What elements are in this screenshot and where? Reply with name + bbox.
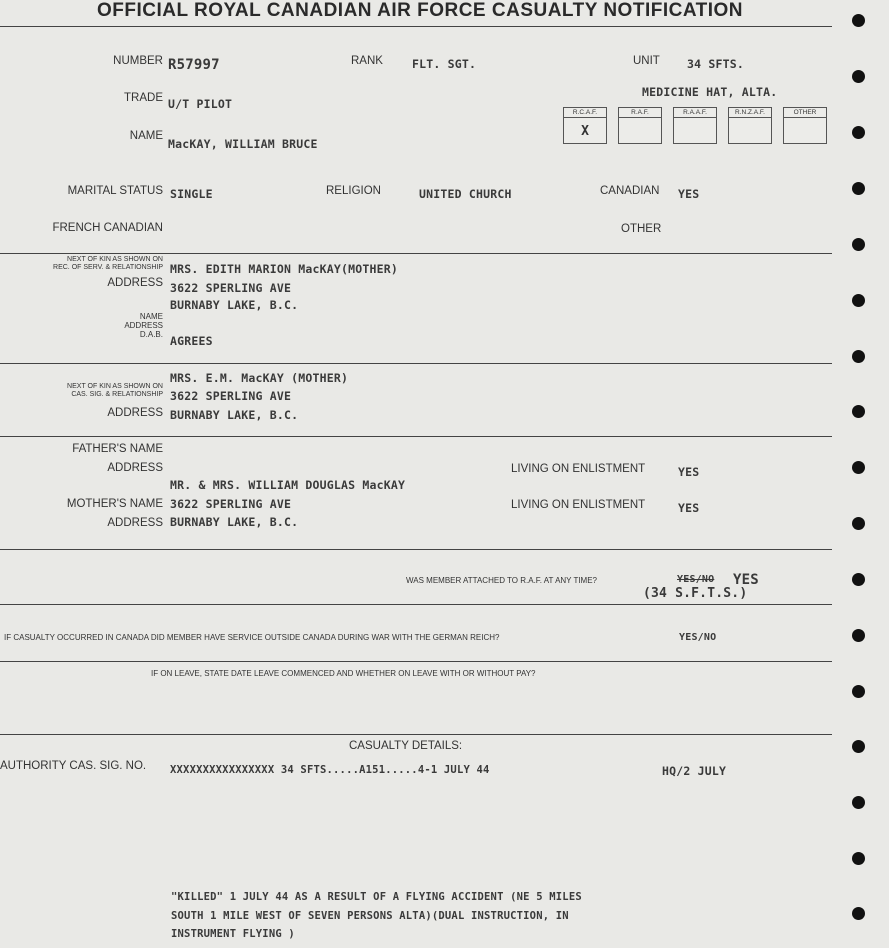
- service-box-label: R.A.F.: [619, 109, 661, 118]
- punch-hole: [852, 852, 865, 865]
- canadian-value: YES: [678, 187, 700, 201]
- nok-rec-serv-label-line2: REC. OF SERV. & RELATIONSHIP: [53, 264, 163, 271]
- religion-label: RELIGION: [326, 185, 381, 197]
- nok-rec-serv-value: MRS. EDITH MARION MacKAY(MOTHER): [170, 262, 398, 276]
- mothers-name-label: MOTHER'S NAME: [66, 498, 163, 510]
- unit-label: UNIT: [633, 55, 660, 67]
- nok-cas-address-line1: 3622 SPERLING AVE: [170, 389, 292, 403]
- raf-unit-value: (34 S.F.T.S.): [643, 586, 748, 601]
- punch-hole: [852, 685, 865, 698]
- nok-cas-sig-label-line1: NEXT OF KIN AS SHOWN ON: [67, 383, 163, 390]
- service-box-label: R.C.A.F.: [564, 109, 606, 118]
- nok-cas-address-line2: BURNABY LAKE, B.C.: [170, 408, 299, 422]
- casualty-details-label: CASUALTY DETAILS:: [349, 740, 463, 752]
- parents-address-line1: 3622 SPERLING AVE: [170, 497, 292, 511]
- mother-address-label: ADDRESS: [107, 517, 163, 529]
- punch-hole: [852, 796, 865, 809]
- trade-value: U/T PILOT: [168, 97, 233, 111]
- mother-living-label: LIVING ON ENLISTMENT: [511, 499, 646, 511]
- punch-hole: [852, 461, 865, 474]
- other-label: OTHER: [621, 223, 662, 235]
- name-address-dab-line3: D.A.B.: [139, 330, 163, 339]
- name-address-dab-label: [124, 312, 163, 339]
- rule-section-5: [0, 604, 832, 605]
- punch-hole: [852, 182, 865, 195]
- details-line3: INSTRUMENT FLYING ): [171, 928, 295, 940]
- punch-hole: [852, 517, 865, 530]
- punch-hole: [852, 70, 865, 83]
- details-line2: SOUTH 1 MILE WEST OF SEVEN PERSONS ALTA)(DUAL INSTRUCTION, IN: [171, 910, 569, 922]
- marital-status-value: SINGLE: [170, 187, 213, 201]
- punch-hole: [852, 405, 865, 418]
- rule-section-1: [0, 253, 832, 254]
- punch-hole: [852, 126, 865, 139]
- nok-rec-address-label: ADDRESS: [107, 277, 163, 289]
- punch-hole: [852, 294, 865, 307]
- nok-rec-address-line1: 3622 SPERLING AVE: [170, 281, 292, 295]
- nok-rec-serv-label: [53, 256, 163, 272]
- punch-hole: [852, 238, 865, 251]
- nok-rec-address-line2: BURNABY LAKE, B.C.: [170, 298, 299, 312]
- rule-section-7: [0, 734, 832, 735]
- service-box-mark: X: [581, 124, 589, 139]
- parents-value: MR. & MRS. WILLIAM DOUGLAS MacKAY: [170, 478, 406, 492]
- number-value: R57997: [168, 57, 220, 73]
- rank-label: RANK: [351, 55, 383, 67]
- punch-hole: [852, 573, 865, 586]
- service-outside-label: IF CASUALTY OCCURRED IN CANADA DID MEMBER HAVE SERVICE OUTSIDE CANADA DURING WAR WITH THE GERMAN REICH?: [4, 633, 500, 642]
- service-box-label: R.A.A.F.: [674, 109, 716, 118]
- nok-cas-sig-value: MRS. E.M. MacKAY (MOTHER): [170, 371, 349, 385]
- french-canadian-label: FRENCH CANADIAN: [52, 222, 163, 234]
- raf-attached-label: WAS MEMBER ATTACHED TO R.A.F. AT ANY TIME?: [406, 576, 598, 585]
- service-outside-value: YES/NO: [679, 632, 717, 643]
- authority-value: XXXXXXXXXXXXXXXX 34 SFTS.....A151.....4-1 JULY 44: [170, 764, 490, 776]
- punch-hole: [852, 740, 865, 753]
- rule-section-2: [0, 363, 832, 364]
- parents-address-line2: BURNABY LAKE, B.C.: [170, 515, 299, 529]
- details-line1: "KILLED" 1 JULY 44 AS A RESULT OF A FLYING ACCIDENT (NE 5 MILES: [171, 891, 582, 903]
- father-living-value: YES: [678, 465, 700, 479]
- nok-cas-sig-label: [67, 383, 163, 399]
- number-label: NUMBER: [113, 55, 163, 67]
- service-box-label: R.N.Z.A.F.: [729, 109, 771, 118]
- service-box-rcaf: [563, 107, 607, 144]
- name-address-dab-line1: NAME: [139, 312, 163, 321]
- nok-cas-sig-label-line2: CAS. SIG. & RELATIONSHIP: [71, 391, 163, 398]
- raf-struck-value: YES/NO: [677, 574, 715, 585]
- mother-living-value: YES: [678, 501, 700, 515]
- raf-answer-value: YES: [733, 572, 759, 588]
- rule-section-3: [0, 436, 832, 437]
- unit-value: 34 SFTS.: [687, 57, 744, 71]
- service-box-raaf: [673, 107, 717, 144]
- father-living-label: LIVING ON ENLISTMENT: [511, 463, 646, 475]
- unit-location-value: MEDICINE HAT, ALTA.: [642, 85, 778, 99]
- punch-hole: [852, 14, 865, 27]
- father-address-label: ADDRESS: [107, 462, 163, 474]
- service-box-raf: [618, 107, 662, 144]
- service-box-other: [783, 107, 827, 144]
- religion-value: UNITED CHURCH: [419, 187, 512, 201]
- rule-top: [0, 26, 832, 27]
- canadian-label: CANADIAN: [600, 185, 660, 197]
- punch-hole: [852, 350, 865, 363]
- dab-value: AGREES: [170, 334, 213, 348]
- authority-ref-value: HQ/2 JULY: [662, 764, 727, 778]
- nok-rec-serv-label-line1: NEXT OF KIN AS SHOWN ON: [67, 256, 163, 263]
- fathers-name-label: FATHER'S NAME: [72, 443, 163, 455]
- marital-status-label: MARITAL STATUS: [67, 185, 163, 197]
- service-box-rnzaf: [728, 107, 772, 144]
- nok-cas-address-label: ADDRESS: [107, 407, 163, 419]
- authority-label: AUTHORITY CAS. SIG. NO.: [0, 760, 147, 772]
- name-address-dab-line2: ADDRESS: [124, 321, 163, 330]
- trade-label: TRADE: [124, 92, 163, 104]
- rank-value: FLT. SGT.: [412, 57, 477, 71]
- name-value: MacKAY, WILLIAM BRUCE: [168, 137, 318, 151]
- on-leave-label: IF ON LEAVE, STATE DATE LEAVE COMMENCED AND WHETHER ON LEAVE WITH OR WITHOUT PAY?: [151, 669, 536, 678]
- name-label: NAME: [129, 130, 163, 142]
- punch-hole: [852, 907, 865, 920]
- form-title: OFFICIAL ROYAL CANADIAN AIR FORCE CASUALTY NOTIFICATION: [96, 0, 744, 21]
- rule-section-4: [0, 549, 832, 550]
- punch-hole: [852, 629, 865, 642]
- service-box-label: OTHER: [784, 109, 826, 118]
- rule-section-6: [0, 661, 832, 662]
